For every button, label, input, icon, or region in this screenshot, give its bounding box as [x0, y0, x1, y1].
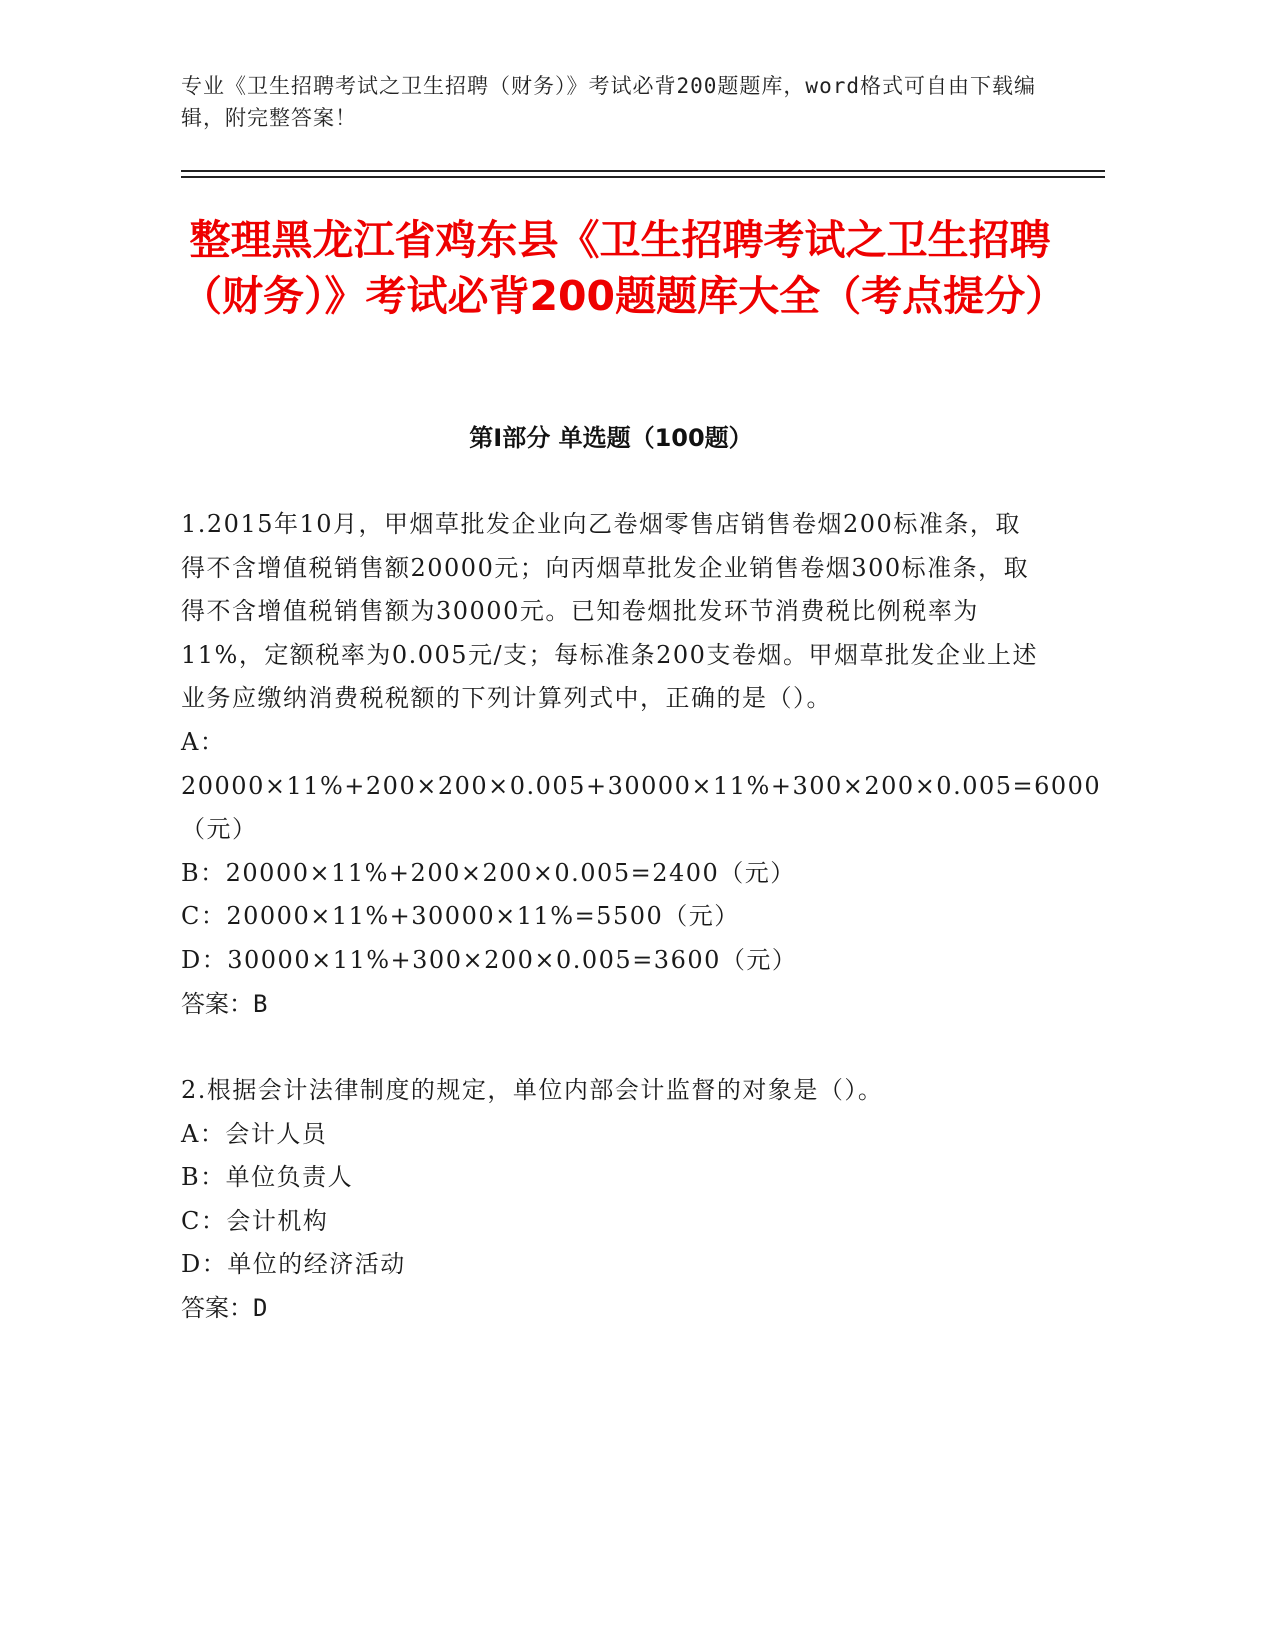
document-header-note: 专业《卫生招聘考试之卫生招聘（财务）》考试必背200题题库，word格式可自由下载编辑，附完整答案！	[181, 74, 1036, 130]
header-divider-top	[181, 170, 1105, 172]
option-a: A：20000×11%+200×200×0.005+30000×11%+300×200×0.005=6000（元）	[181, 727, 1102, 844]
question-stem: 1.2015年10月，甲烟草批发企业向乙卷烟零售店销售卷烟200标准条，取得不含增值税销售额20000元；向丙烟草批发企业销售卷烟300标准条，取得不含增值税销售额为30000元。已知卷烟批发环节消费税比例税率为11%，定额税率为0.005元/支；每标准条200支卷烟。甲烟草批发企业上述业务应缴纳消费税税额的下列计算列式中，正确的是（）。	[181, 510, 1038, 713]
option-b: B：20000×11%+200×200×0.005=2400（元）	[181, 858, 796, 887]
section-title: 第I部分 单选题（100题）	[469, 424, 753, 452]
document-title: 整理黑龙江省鸡东县《卫生招聘考试之卫生招聘（财务）》考试必背200题题库大全（考点提分）	[181, 216, 1067, 320]
option-d: D：单位的经济活动	[181, 1250, 406, 1279]
question-2	[181, 1069, 1041, 1331]
header-divider-bottom	[181, 176, 1105, 178]
option-c: C：会计机构	[181, 1206, 329, 1235]
option-b: B：单位负责人	[181, 1163, 354, 1192]
option-d: D：30000×11%+300×200×0.005=3600（元）	[181, 945, 798, 974]
option-c: C：20000×11%+30000×11%=5500（元）	[181, 902, 740, 931]
answer: 答案：B	[181, 989, 268, 1018]
question-stem: 2.根据会计法律制度的规定，单位内部会计监督的对象是（）。	[181, 1076, 884, 1104]
question-1	[181, 503, 1102, 1026]
option-a: A：会计人员	[181, 1119, 328, 1148]
answer: 答案：D	[181, 1293, 268, 1322]
